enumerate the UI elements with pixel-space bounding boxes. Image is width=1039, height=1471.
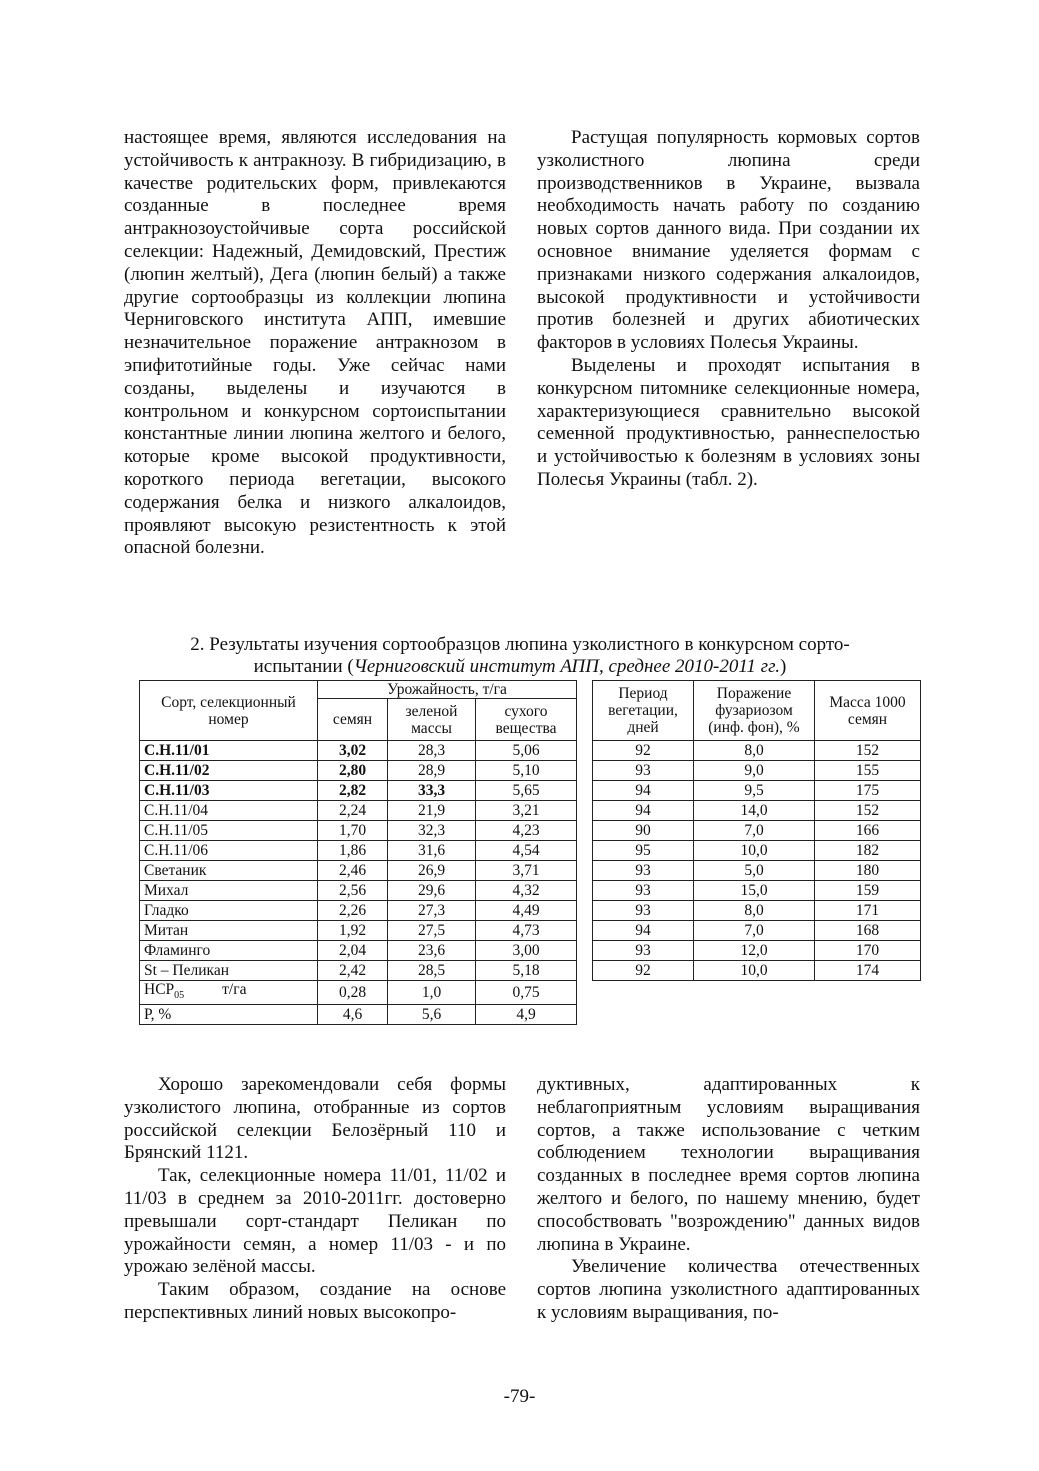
cell-vegetation: 93: [593, 881, 694, 901]
top-left-column: [124, 127, 506, 560]
table-row: [140, 761, 921, 781]
nsr-label: НСР: [144, 981, 175, 998]
nsr-unit: т/га: [222, 981, 247, 998]
header-fusarium: Поражение фузариозом (инф. фон), %: [694, 681, 815, 741]
cell-variety: Михал: [140, 881, 318, 901]
cell-variety: Митан: [140, 921, 318, 941]
table-row: [140, 901, 921, 921]
cell-dry-matter: 4,49: [476, 901, 577, 921]
header-mass-1000: Масса 1000 семян: [815, 681, 921, 741]
cell-seeds: 3,02: [318, 741, 388, 761]
cell-variety: С.Н.11/03: [140, 781, 318, 801]
cell-green-mass: 32,3: [388, 821, 476, 841]
table-row: [140, 961, 921, 981]
cell-vegetation: 94: [593, 781, 694, 801]
paragraph: Таким образом, создание на основе перспективных линий новых высокопро-: [124, 1279, 506, 1323]
cell-green-mass: 29,6: [388, 881, 476, 901]
cell-empty: [694, 981, 815, 1005]
cell-green-mass: 28,9: [388, 761, 476, 781]
table-row: [140, 941, 921, 961]
cell-dry-matter: 4,54: [476, 841, 577, 861]
cell-fusarium: 9,0: [694, 761, 815, 781]
paragraph: Так, селекционные номера 11/01, 11/02 и 11/03 в среднем за 2010-2011гг. достоверно превышали сорт-стандарт Пеликан по урожайности семян, а номер 11/03 - и по урожаю зелёной массы.: [124, 1165, 506, 1278]
table-row: [140, 921, 921, 941]
cell-fusarium: 14,0: [694, 801, 815, 821]
cell-mass-1000: 174: [815, 961, 921, 981]
cell-mass-1000: 180: [815, 861, 921, 881]
cell-variety: С.Н.11/02: [140, 761, 318, 781]
cell-p-seeds: 4,6: [318, 1005, 388, 1025]
cell-empty: [593, 981, 694, 1005]
cell-vegetation: 93: [593, 861, 694, 881]
cell-gap: [577, 781, 593, 801]
cell-empty: [815, 981, 921, 1005]
cell-fusarium: 7,0: [694, 821, 815, 841]
cell-dry-matter: 4,32: [476, 881, 577, 901]
table-caption: [120, 634, 920, 678]
results-table: [139, 680, 921, 1025]
cell-variety: St – Пеликан: [140, 961, 318, 981]
cell-empty: [577, 981, 593, 1005]
paragraph: Увеличение количества отечественных сортов люпина узколистного адаптированных к условиям выращивания, по-: [537, 1256, 920, 1323]
cell-mass-1000: 152: [815, 801, 921, 821]
bottom-left-column: [124, 1074, 506, 1325]
table-row: [140, 801, 921, 821]
cell-variety: Светаник: [140, 861, 318, 881]
header-green-mass: зеленой массы: [388, 699, 476, 741]
cell-dry-matter: 4,73: [476, 921, 577, 941]
table-row: [140, 821, 921, 841]
cell-gap: [577, 901, 593, 921]
nsr-subscript: 05: [174, 990, 185, 1002]
caption-line-2: [120, 656, 920, 678]
cell-gap: [577, 841, 593, 861]
cell-variety: Фламинго: [140, 941, 318, 961]
cell-seeds: 2,56: [318, 881, 388, 901]
cell-green-mass: 31,6: [388, 841, 476, 861]
cell-dry-matter: 5,06: [476, 741, 577, 761]
cell-dry-matter: 3,71: [476, 861, 577, 881]
cell-dry-matter: 5,10: [476, 761, 577, 781]
header-seeds: семян: [318, 699, 388, 741]
top-right-column: [537, 127, 920, 492]
cell-fusarium: 15,0: [694, 881, 815, 901]
cell-seeds: 2,24: [318, 801, 388, 821]
cell-variety: С.Н.11/01: [140, 741, 318, 761]
cell-fusarium: 5,0: [694, 861, 815, 881]
cell-seeds: 1,70: [318, 821, 388, 841]
cell-seeds: 2,82: [318, 781, 388, 801]
cell-gap: [577, 741, 593, 761]
cell-mass-1000: 168: [815, 921, 921, 941]
cell-p-green: 5,6: [388, 1005, 476, 1025]
cell-gap: [577, 801, 593, 821]
cell-green-mass: 27,5: [388, 921, 476, 941]
header-gap: [577, 681, 593, 741]
cell-empty: [593, 1005, 694, 1025]
cell-vegetation: 93: [593, 901, 694, 921]
table-row: [140, 741, 921, 761]
cell-mass-1000: 152: [815, 741, 921, 761]
cell-vegetation: 93: [593, 941, 694, 961]
cell-gap: [577, 881, 593, 901]
cell-variety: Гладко: [140, 901, 318, 921]
cell-gap: [577, 761, 593, 781]
cell-mass-1000: 175: [815, 781, 921, 801]
cell-seeds: 2,04: [318, 941, 388, 961]
table-row-p: [140, 1005, 921, 1025]
cell-mass-1000: 170: [815, 941, 921, 961]
cell-seeds: 2,80: [318, 761, 388, 781]
paragraph: дуктивных, адаптированных к неблагоприятным условиям выращивания сортов, а также использование с четким соблюдением технологии выращивания созданных в последнее время сортов люпина желтого и белого, по нашему мнению, будет способствовать "возрождению" данных видов люпина в Украине.: [537, 1074, 920, 1255]
cell-dry-matter: 4,23: [476, 821, 577, 841]
page-number: -79-: [503, 1386, 536, 1407]
cell-seeds: 1,86: [318, 841, 388, 861]
cell-green-mass: 21,9: [388, 801, 476, 821]
cell-fusarium: 10,0: [694, 961, 815, 981]
cell-mass-1000: 166: [815, 821, 921, 841]
cell-variety: С.Н.11/05: [140, 821, 318, 841]
cell-vegetation: 92: [593, 961, 694, 981]
cell-gap: [577, 821, 593, 841]
cell-fusarium: 10,0: [694, 841, 815, 861]
paragraph: настоящее время, являются исследования на устойчивость к антракнозу. В гибридизацию, в качестве родительских форм, привлекаются созданные в последнее время антракнозоустойчивые сорта российской селекции: Надежный, Демидовский, Престиж (люпин желтый), Дега (люпин белый) а также другие сортообразцы из коллекции люпина Черниговского института АПП, имевшие незначительное поражение антракнозом в эпифитотийные годы. Уже сейчас нами созданы, выделены и изучаются в контрольном и конкурсном сортоиспытании константные линии люпина желтого и белого, которые кроме высокой продуктивности, короткого периода вегетации, высокого содержания белка и низкого алкалоидов, проявляют высокую резистентность к этой опасной болезни.: [124, 127, 506, 559]
paragraph: Растущая популярность кормовых сортов узколистного люпина среди производственников в Украине, вызвала необходимость начать работу по созданию новых сортов данного вида. При создании их основное внимание уделяется формам с признаками низкого содержания алкалоидов, высокой продуктивности и устойчивости против болезней и других абиотических факторов в условиях Полесья Украины.: [537, 127, 920, 354]
cell-seeds: 2,46: [318, 861, 388, 881]
cell-green-mass: 28,3: [388, 741, 476, 761]
cell-fusarium: 7,0: [694, 921, 815, 941]
table-row: [140, 881, 921, 901]
cell-dry-matter: 5,65: [476, 781, 577, 801]
cell-empty: [694, 1005, 815, 1025]
cell-nsr-dry: 0,75: [476, 981, 577, 1005]
cell-fusarium: 8,0: [694, 741, 815, 761]
cell-green-mass: 23,6: [388, 941, 476, 961]
cell-variety: С.Н.11/06: [140, 841, 318, 861]
cell-p-label: Р, %: [140, 1005, 318, 1025]
header-dry-matter: сухого вещества: [476, 699, 577, 741]
caption-italic: Черниговский институт АПП, среднее 2010-2011 гг.: [353, 656, 781, 677]
cell-seeds: 2,42: [318, 961, 388, 981]
cell-green-mass: 28,5: [388, 961, 476, 981]
cell-fusarium: 12,0: [694, 941, 815, 961]
header-variety: Сорт, селекционный номер: [140, 681, 318, 741]
table-row: [140, 861, 921, 881]
cell-vegetation: 90: [593, 821, 694, 841]
cell-gap: [577, 941, 593, 961]
cell-empty: [815, 1005, 921, 1025]
cell-p-dry: 4,9: [476, 1005, 577, 1025]
cell-nsr-green: 1,0: [388, 981, 476, 1005]
cell-mass-1000: 159: [815, 881, 921, 901]
cell-green-mass: 27,3: [388, 901, 476, 921]
caption-line-1: 2. Результаты изучения сортообразцов люпина узколистного в конкурсном сорто-: [190, 634, 850, 655]
cell-vegetation: 92: [593, 741, 694, 761]
caption-prefix: испытании (: [253, 656, 354, 677]
cell-green-mass: 26,9: [388, 861, 476, 881]
cell-dry-matter: 5,18: [476, 961, 577, 981]
paragraph: Выделены и проходят испытания в конкурсном питомнике селекционные номера, характеризующиеся сравнительно высокой семенной продуктивностью, раннеспелостью и устойчивостью к болезням в условиях зоны Полесья Украины (табл. 2).: [537, 354, 920, 490]
cell-vegetation: 93: [593, 761, 694, 781]
cell-seeds: 2,26: [318, 901, 388, 921]
paragraph: Хорошо зарекомендовали себя формы узколистого люпина, отобранные из сортов российской селекции Белозёрный 110 и Брянский 1121.: [124, 1074, 506, 1164]
cell-gap: [577, 861, 593, 881]
cell-mass-1000: 155: [815, 761, 921, 781]
cell-seeds: 1,92: [318, 921, 388, 941]
cell-gap: [577, 921, 593, 941]
table-row-nsr: [140, 981, 921, 1005]
cell-empty: [577, 1005, 593, 1025]
cell-dry-matter: 3,21: [476, 801, 577, 821]
cell-gap: [577, 961, 593, 981]
cell-fusarium: 8,0: [694, 901, 815, 921]
cell-vegetation: 95: [593, 841, 694, 861]
cell-variety: С.Н.11/04: [140, 801, 318, 821]
caption-suffix: ): [780, 656, 787, 677]
header-vegetation: Период вегетации, дней: [593, 681, 694, 741]
table-row: [140, 841, 921, 861]
cell-green-mass: 33,3: [388, 781, 476, 801]
cell-nsr-seeds: 0,28: [318, 981, 388, 1005]
cell-mass-1000: 182: [815, 841, 921, 861]
cell-fusarium: 9,5: [694, 781, 815, 801]
table-row: [140, 781, 921, 801]
cell-nsr-label: [140, 981, 318, 1005]
cell-dry-matter: 3,00: [476, 941, 577, 961]
cell-mass-1000: 171: [815, 901, 921, 921]
header-yield-group: Урожайность, т/га: [318, 681, 577, 699]
cell-vegetation: 94: [593, 921, 694, 941]
cell-vegetation: 94: [593, 801, 694, 821]
bottom-right-column: [537, 1074, 920, 1325]
